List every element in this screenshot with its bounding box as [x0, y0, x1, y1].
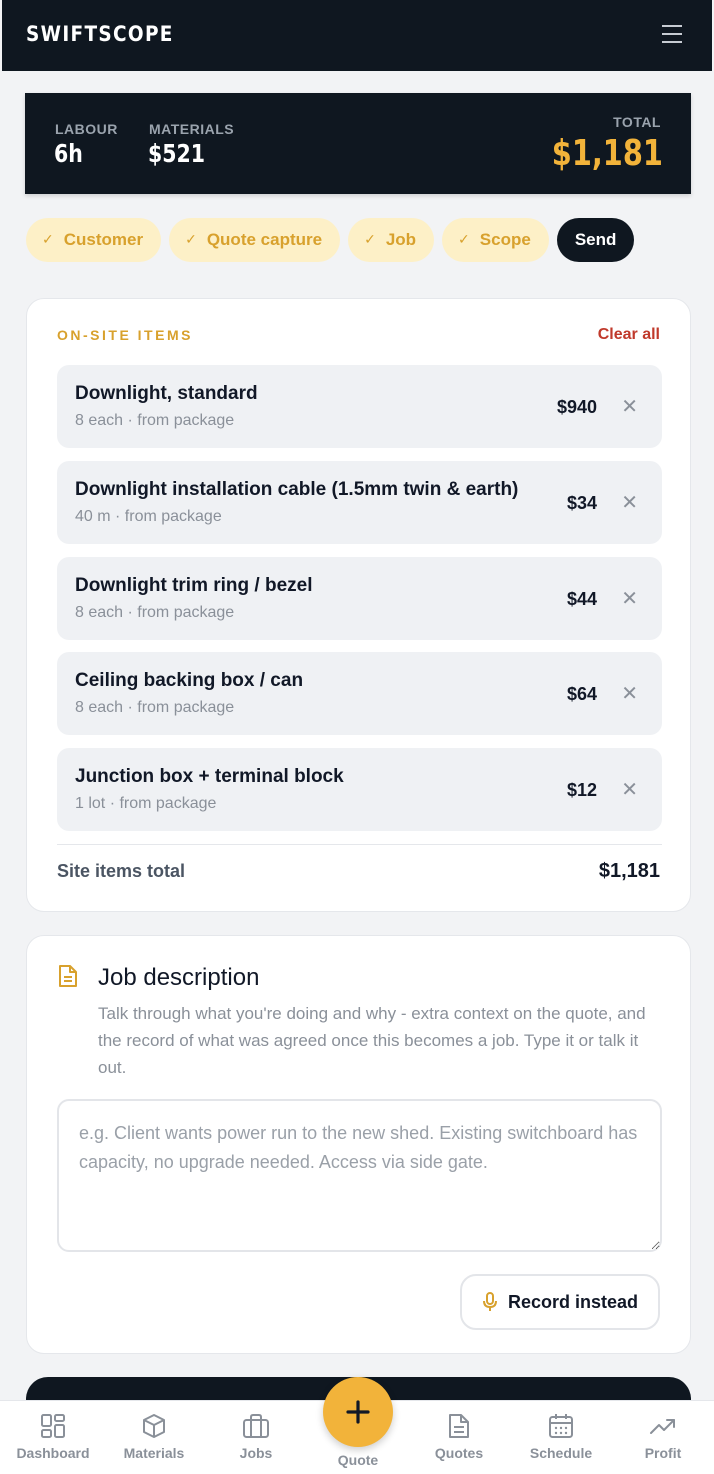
line-item[interactable] — [57, 461, 662, 544]
total-value: $1,181 — [551, 133, 663, 174]
check-icon: ✓ — [42, 232, 54, 248]
labour-value: 6h — [54, 139, 83, 168]
close-icon[interactable]: ✕ — [621, 394, 638, 418]
item-name: Downlight trim ring / bezel — [75, 575, 313, 596]
microphone-icon — [482, 1292, 498, 1312]
step-label: Job — [385, 230, 417, 249]
brand-logo[interactable]: SWIFTSCOPE — [26, 22, 174, 46]
briefcase-icon — [242, 1413, 270, 1439]
document-icon — [57, 964, 79, 988]
record-label: Record instead — [507, 1291, 639, 1312]
item-price: $34 — [566, 493, 597, 513]
item-name: Junction box + terminal block — [75, 766, 344, 787]
quote-summary — [25, 93, 691, 194]
item-meta: 40 m · from package — [75, 508, 222, 525]
close-icon[interactable]: ✕ — [621, 586, 638, 610]
job-description-help: Talk through what you're doing and why - extra context on the quote, and the record of what was agreed once this becomes a job. Type it or talk it out. — [98, 1004, 646, 1077]
item-price: $940 — [556, 397, 597, 417]
nav-quotes[interactable] — [409, 1413, 509, 1461]
item-meta: 8 each · from package — [75, 699, 235, 716]
item-meta: 1 lot · from package — [75, 795, 217, 812]
job-description-title: Job description — [98, 964, 260, 991]
divider — [57, 844, 662, 845]
close-icon[interactable]: ✕ — [621, 777, 638, 801]
item-price: $64 — [566, 684, 597, 704]
materials-label: MATERIALS — [149, 121, 235, 137]
item-name: Downlight installation cable (1.5mm twin & earth) — [75, 479, 519, 500]
step-label: Scope — [479, 230, 531, 249]
step-label: Send — [574, 230, 617, 249]
item-price: $44 — [566, 589, 597, 609]
nav-materials[interactable] — [104, 1413, 204, 1461]
document-icon — [447, 1413, 471, 1439]
plus-icon — [345, 1399, 371, 1425]
nav-dashboard[interactable] — [3, 1413, 103, 1461]
trending-up-icon — [649, 1413, 677, 1439]
site-total-value: $1,181 — [598, 860, 660, 882]
job-description-input[interactable] — [57, 1099, 662, 1252]
nav-label: Jobs — [239, 1445, 273, 1461]
nav-label: Dashboard — [16, 1445, 90, 1461]
nav-label: Profit — [644, 1445, 682, 1461]
onsite-items-card — [26, 298, 691, 912]
section-title: ON-SITE ITEMS — [57, 327, 193, 343]
site-total-label: Site items total — [57, 861, 186, 881]
nav-jobs[interactable] — [206, 1413, 306, 1461]
step-quote-capture[interactable] — [169, 218, 340, 262]
nav-label: Materials — [123, 1445, 185, 1461]
dashboard-icon — [40, 1413, 66, 1439]
hamburger-icon[interactable] — [662, 25, 684, 45]
line-item[interactable] — [57, 652, 662, 735]
step-scope[interactable] — [442, 218, 549, 262]
new-quote-button[interactable] — [323, 1377, 393, 1447]
check-icon: ✓ — [364, 232, 376, 248]
materials-value: $521 — [148, 139, 206, 168]
labour-label: LABOUR — [55, 121, 118, 137]
line-item[interactable] — [57, 557, 662, 640]
close-icon[interactable]: ✕ — [621, 490, 638, 514]
clear-all-button[interactable]: Clear all — [597, 326, 660, 343]
total-label: TOTAL — [613, 114, 661, 130]
step-label: Quote capture — [206, 230, 323, 249]
step-send[interactable] — [557, 218, 635, 262]
line-item[interactable] — [57, 365, 662, 448]
top-bar — [0, 0, 714, 71]
item-price: $12 — [566, 780, 597, 800]
close-icon[interactable]: ✕ — [621, 681, 638, 705]
check-icon: ✓ — [185, 232, 197, 248]
record-instead-button[interactable] — [460, 1274, 660, 1330]
step-customer[interactable] — [26, 218, 161, 262]
nav-label: Schedule — [529, 1445, 593, 1461]
step-label: Customer — [63, 230, 144, 249]
step-job[interactable] — [348, 218, 434, 262]
item-meta: 8 each · from package — [75, 412, 235, 429]
nav-schedule[interactable] — [511, 1413, 611, 1461]
item-name: Downlight, standard — [75, 383, 258, 404]
item-name: Ceiling backing box / can — [75, 670, 304, 691]
nav-label-quote: Quote — [337, 1452, 379, 1468]
nav-label: Quotes — [434, 1445, 484, 1461]
calendar-icon — [548, 1413, 574, 1439]
nav-profit[interactable] — [613, 1413, 713, 1461]
item-meta: 8 each · from package — [75, 604, 235, 621]
check-icon: ✓ — [458, 232, 470, 248]
package-icon — [141, 1413, 167, 1439]
line-item[interactable] — [57, 748, 662, 831]
progress-steps — [26, 218, 634, 262]
job-description-card — [26, 935, 691, 1354]
